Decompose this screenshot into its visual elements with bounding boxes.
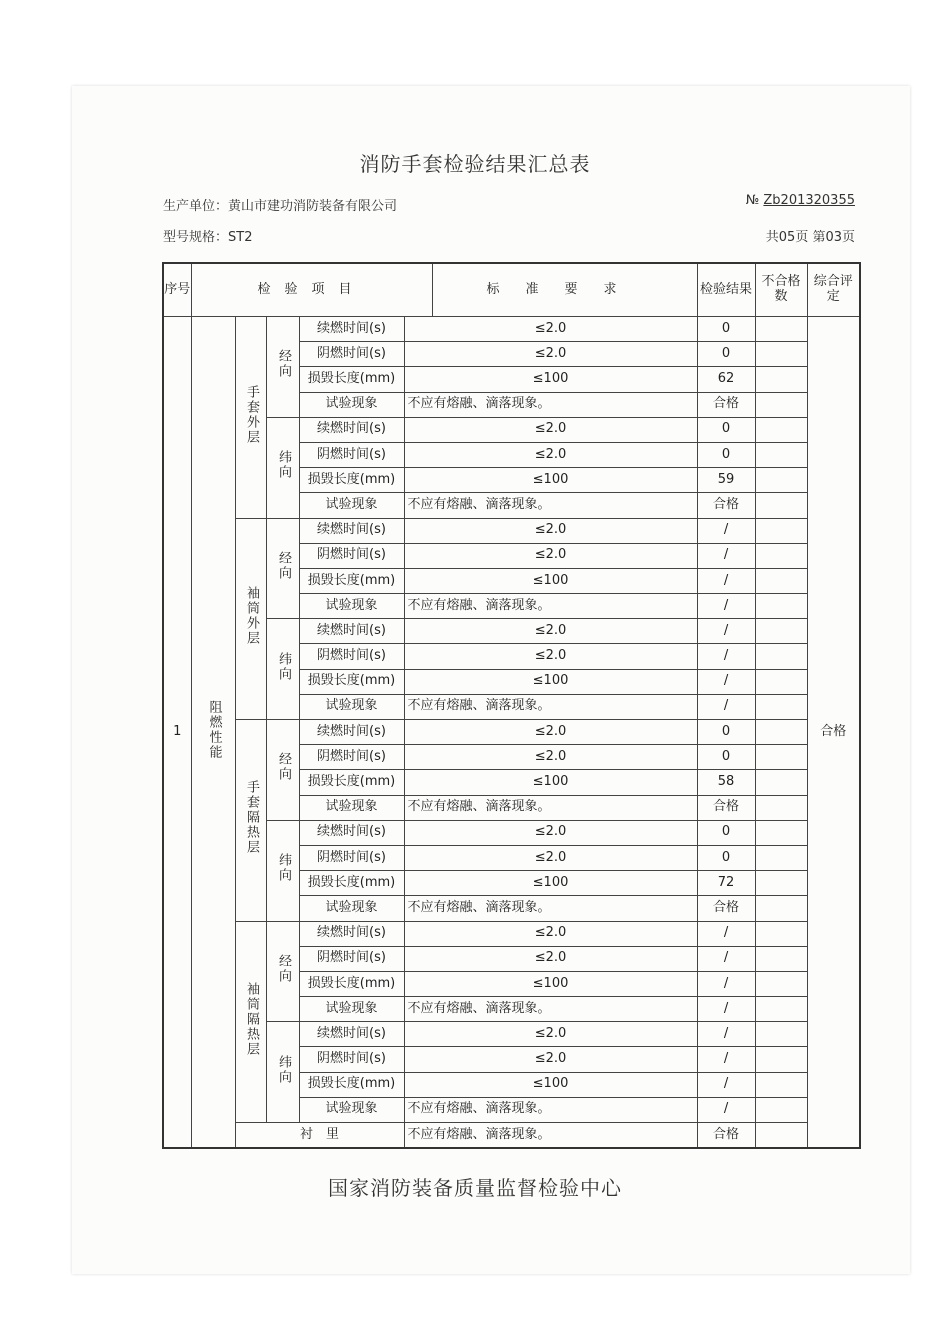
sub-item-cell: 续燃时间(s) <box>299 921 404 946</box>
header-item: 检验项目 <box>192 264 433 316</box>
standard-cell: ≤2.0 <box>404 342 697 367</box>
failed-cell <box>755 770 807 795</box>
layer-cell: 手套隔热层 <box>235 720 266 922</box>
result-cell: / <box>697 997 755 1022</box>
seq-cell: 1 <box>163 317 191 1149</box>
header-overall: 综合评定 <box>807 263 860 317</box>
weft-cell: 纬向 <box>266 417 299 518</box>
standard-cell: ≤100 <box>404 468 697 493</box>
warp-cell: 经向 <box>266 720 299 821</box>
model-spec: 型号规格：ST2 <box>163 230 253 245</box>
sub-item-cell: 试验现象 <box>299 392 404 417</box>
table-row <box>163 921 860 946</box>
failed-cell <box>755 795 807 820</box>
failed-cell <box>755 669 807 694</box>
standard-cell: 不应有熔融、滴落现象。 <box>404 594 697 619</box>
sub-item-cell: 损毁长度(mm) <box>299 669 404 694</box>
result-cell: 0 <box>697 317 755 342</box>
sub-item-cell: 续燃时间(s) <box>299 317 404 342</box>
failed-cell <box>755 367 807 392</box>
table-row <box>163 518 860 543</box>
result-cell: 72 <box>697 871 755 896</box>
standard-cell: ≤2.0 <box>404 820 697 845</box>
standard-cell: 不应有熔融、滴落现象。 <box>404 493 697 518</box>
sub-item-cell: 试验现象 <box>299 493 404 518</box>
sub-item-cell: 损毁长度(mm) <box>299 568 404 593</box>
result-cell: / <box>697 644 755 669</box>
header-standard: 标准要求 <box>486 281 643 297</box>
failed-cell <box>755 518 807 543</box>
sub-item-cell: 阴燃时间(s) <box>299 644 404 669</box>
sub-item-cell: 续燃时间(s) <box>299 619 404 644</box>
standard-cell: ≤2.0 <box>404 921 697 946</box>
result-cell: / <box>697 1097 755 1122</box>
result-cell: 58 <box>697 770 755 795</box>
sub-item-cell: 阴燃时间(s) <box>299 745 404 770</box>
result-cell: / <box>697 694 755 719</box>
result-cell: 0 <box>697 845 755 870</box>
standard-cell: 不应有熔融、滴落现象。 <box>404 392 697 417</box>
failed-cell <box>755 417 807 442</box>
result-cell: / <box>697 594 755 619</box>
sub-item-cell: 试验现象 <box>299 997 404 1022</box>
standard-cell: ≤100 <box>404 971 697 996</box>
failed-cell <box>755 1047 807 1072</box>
result-cell: / <box>697 971 755 996</box>
result-cell: 合格 <box>697 392 755 417</box>
result-cell: / <box>697 568 755 593</box>
standard-cell: ≤2.0 <box>404 1047 697 1072</box>
result-cell: / <box>697 669 755 694</box>
standard-cell: ≤2.0 <box>404 720 697 745</box>
table-row <box>163 1022 860 1047</box>
result-cell: / <box>697 1022 755 1047</box>
table-row <box>163 820 860 845</box>
standard-cell: 不应有熔融、滴落现象。 <box>404 1097 697 1122</box>
failed-cell <box>755 845 807 870</box>
result-cell: 合格 <box>697 493 755 518</box>
result-cell: 合格 <box>697 795 755 820</box>
failed-cell <box>755 594 807 619</box>
failed-cell <box>755 997 807 1022</box>
sub-item-cell: 续燃时间(s) <box>299 518 404 543</box>
failed-cell <box>755 1097 807 1122</box>
standard-cell: ≤100 <box>404 367 697 392</box>
sub-item-cell: 试验现象 <box>299 694 404 719</box>
manufacturer: 生产单位：黄山市建功消防装备有限公司 <box>163 199 398 214</box>
result-cell: / <box>697 619 755 644</box>
standard-cell: ≤2.0 <box>404 745 697 770</box>
standard-cell: 不应有熔融、滴落现象。 <box>404 795 697 820</box>
sub-item-cell: 损毁长度(mm) <box>299 971 404 996</box>
page-count: 共05页 第03页 <box>765 230 855 245</box>
result-cell: / <box>697 518 755 543</box>
failed-cell <box>755 392 807 417</box>
result-cell: 合格 <box>697 896 755 921</box>
standard-cell: ≤2.0 <box>404 543 697 568</box>
result-cell: 0 <box>697 720 755 745</box>
standard-cell: ≤2.0 <box>404 518 697 543</box>
standard-cell: ≤2.0 <box>404 442 697 467</box>
failed-cell <box>755 820 807 845</box>
sub-item-cell: 阴燃时间(s) <box>299 442 404 467</box>
sub-item-cell: 阴燃时间(s) <box>299 342 404 367</box>
failed-cell <box>755 745 807 770</box>
standard-cell: ≤2.0 <box>404 1022 697 1047</box>
sub-item-cell: 阴燃时间(s) <box>299 946 404 971</box>
weft-cell: 纬向 <box>266 820 299 921</box>
weft-cell: 纬向 <box>266 619 299 720</box>
sub-item-cell: 试验现象 <box>299 1097 404 1122</box>
result-cell: 0 <box>697 745 755 770</box>
standard-cell: ≤100 <box>404 871 697 896</box>
result-cell: / <box>697 543 755 568</box>
layer-cell: 袖筒外层 <box>235 518 266 720</box>
standard-cell: ≤2.0 <box>404 317 697 342</box>
header-failed: 不合格数 <box>755 263 807 317</box>
overall-cell: 合格 <box>807 317 860 1149</box>
sub-item-cell: 续燃时间(s) <box>299 720 404 745</box>
result-cell: 59 <box>697 468 755 493</box>
sub-item-cell: 损毁长度(mm) <box>299 1072 404 1097</box>
document-title: 消防手套检验结果汇总表 <box>359 152 591 176</box>
result-cell: / <box>697 1047 755 1072</box>
sub-item-cell: 阴燃时间(s) <box>299 543 404 568</box>
result-cell: 0 <box>697 442 755 467</box>
sub-item-cell: 试验现象 <box>299 795 404 820</box>
standard-cell: 不应有熔融、滴落现象。 <box>404 997 697 1022</box>
failed-cell <box>755 644 807 669</box>
failed-cell <box>755 871 807 896</box>
result-cell: / <box>697 921 755 946</box>
result-cell: 0 <box>697 417 755 442</box>
result-cell: / <box>697 1072 755 1097</box>
result-cell: 0 <box>697 820 755 845</box>
sub-item-cell: 损毁长度(mm) <box>299 468 404 493</box>
lining-standard: 不应有熔融、滴落现象。 <box>404 1123 697 1149</box>
sub-item-cell: 试验现象 <box>299 594 404 619</box>
standard-cell: ≤2.0 <box>404 417 697 442</box>
failed-cell <box>755 1022 807 1047</box>
sub-item-cell: 损毁长度(mm) <box>299 871 404 896</box>
failed-cell <box>755 694 807 719</box>
standard-cell: 不应有熔融、滴落现象。 <box>404 896 697 921</box>
warp-cell: 经向 <box>266 921 299 1022</box>
header-result: 检验结果 <box>697 263 755 317</box>
layer-cell: 手套外层 <box>235 317 266 519</box>
number-value: Zb201320355 <box>763 193 855 208</box>
failed-cell <box>755 493 807 518</box>
table-row <box>163 619 860 644</box>
failed-cell <box>755 896 807 921</box>
failed-cell <box>755 921 807 946</box>
table-row-lining <box>163 1123 860 1149</box>
failed-cell <box>755 468 807 493</box>
results-table <box>162 262 861 1149</box>
sub-item-cell: 阴燃时间(s) <box>299 845 404 870</box>
standard-cell: ≤100 <box>404 770 697 795</box>
warp-cell: 经向 <box>266 317 299 418</box>
header-seq: 序号 <box>163 263 191 317</box>
weft-cell: 纬向 <box>266 1022 299 1123</box>
result-cell: 62 <box>697 367 755 392</box>
failed-cell <box>755 543 807 568</box>
lining-failed <box>755 1123 807 1149</box>
report-number <box>746 193 855 208</box>
footer-org: 国家消防装备质量监督检验中心 <box>328 1176 622 1200</box>
standard-cell: ≤2.0 <box>404 619 697 644</box>
standard-cell: ≤2.0 <box>404 644 697 669</box>
sub-item-cell: 续燃时间(s) <box>299 417 404 442</box>
standard-cell: ≤100 <box>404 1072 697 1097</box>
standard-cell: ≤2.0 <box>404 845 697 870</box>
failed-cell <box>755 1072 807 1097</box>
layer-cell: 袖筒隔热层 <box>235 921 266 1123</box>
failed-cell <box>755 619 807 644</box>
lining-result: 合格 <box>697 1123 755 1149</box>
sub-item-cell: 续燃时间(s) <box>299 820 404 845</box>
table-row <box>163 417 860 442</box>
warp-cell: 经向 <box>266 518 299 619</box>
standard-cell: 不应有熔融、滴落现象。 <box>404 694 697 719</box>
table-row <box>163 720 860 745</box>
failed-cell <box>755 568 807 593</box>
table-row <box>163 317 860 342</box>
result-cell: / <box>697 946 755 971</box>
failed-cell <box>755 720 807 745</box>
lining-label: 衬 里 <box>235 1123 404 1149</box>
failed-cell <box>755 317 807 342</box>
sub-item-cell: 阴燃时间(s) <box>299 1047 404 1072</box>
number-sign: № <box>745 193 760 208</box>
sub-item-cell: 试验现象 <box>299 896 404 921</box>
sub-item-cell: 损毁长度(mm) <box>299 770 404 795</box>
header-item-std <box>191 263 697 317</box>
standard-cell: ≤100 <box>404 669 697 694</box>
failed-cell <box>755 342 807 367</box>
failed-cell <box>755 971 807 996</box>
sub-item-cell: 续燃时间(s) <box>299 1022 404 1047</box>
standard-cell: ≤100 <box>404 568 697 593</box>
failed-cell <box>755 946 807 971</box>
category-cell: 阻燃性能 <box>191 317 235 1149</box>
standard-cell: ≤2.0 <box>404 946 697 971</box>
sub-item-cell: 损毁长度(mm) <box>299 367 404 392</box>
result-cell: 0 <box>697 342 755 367</box>
table-header-row <box>163 263 860 317</box>
failed-cell <box>755 442 807 467</box>
